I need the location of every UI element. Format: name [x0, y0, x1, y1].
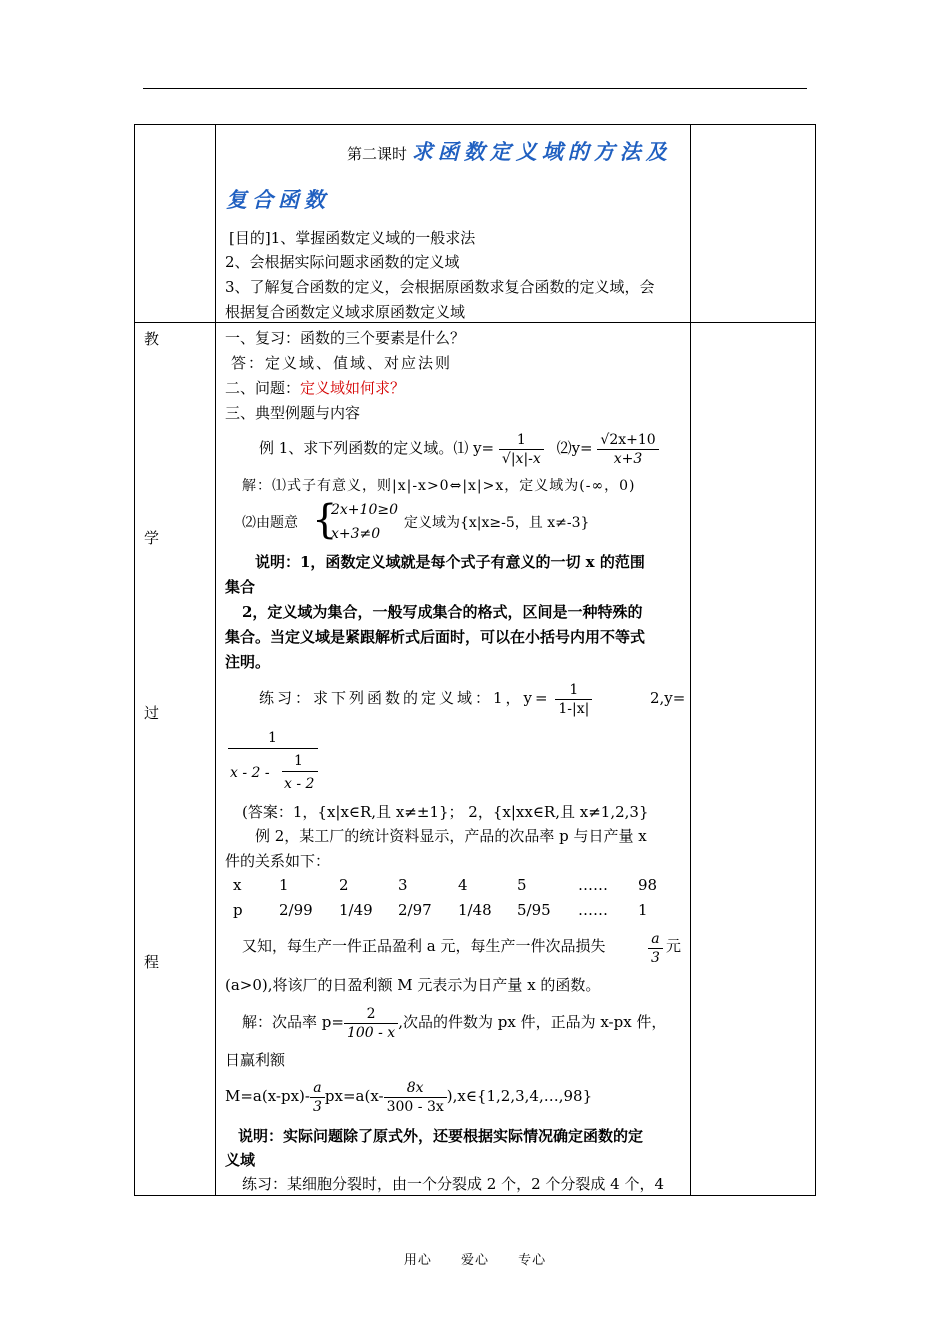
header-rule	[143, 88, 807, 89]
note-2a: 2，定义域为集合，一般写成集合的格式，区间是一种特殊的	[242, 603, 643, 621]
frac-num: a	[313, 1079, 322, 1096]
m-fraction-1	[310, 1079, 325, 1116]
side-label-jiao: 教	[144, 330, 160, 348]
review-line: 一、复习：函数的三个要素是什么？	[225, 329, 466, 347]
solution-a2-text: ,次品的件数为 px 件，正品为 x-px 件，	[398, 1013, 667, 1031]
examples-head: 三、典型例题与内容	[225, 404, 361, 422]
practice-2-inner-num: 1	[294, 753, 303, 769]
practice-2-label: 2,y=	[650, 689, 686, 707]
m-fraction-2	[384, 1079, 447, 1116]
table-cell: 2/97	[398, 901, 432, 919]
known-line-a: 又知，每生产一件正品盈利 a 元，每生产一件次品损失	[242, 937, 606, 955]
table-cell: 1/48	[458, 901, 492, 919]
table-cell: 5/95	[517, 901, 551, 919]
answer-line: 答：定义域、值域、对应法则	[231, 354, 453, 372]
side-label-guo: 过	[144, 704, 160, 722]
title-main-2: 复合函数	[226, 188, 330, 212]
footer-item: 专心	[518, 1253, 547, 1268]
practice-1-text: 练习：求下列函数的定义域：1，y=	[259, 689, 551, 707]
top-left-cell	[134, 124, 216, 323]
right-cell	[690, 322, 816, 1196]
frac-den: 100 - x	[344, 1023, 398, 1042]
lesson-title	[347, 142, 672, 164]
practice-2-inner-den: x - 2	[284, 776, 315, 792]
table-cell: ……	[578, 876, 608, 894]
table-cell: 1	[279, 876, 289, 894]
footer-item: 用心	[403, 1253, 432, 1268]
goal-line-3b: 根据复合函数定义域求原函数定义域	[225, 303, 466, 321]
solution-2-prefix: ⑵由题意	[242, 515, 298, 531]
footer	[0, 1249, 950, 1268]
frac-den: √|x|-x	[499, 449, 544, 468]
practice-2-den-a: x - 2 -	[230, 765, 270, 781]
table-cell: 5	[517, 876, 527, 894]
frac-num: a	[651, 931, 660, 947]
known-line-b: (a>0),将该厂的日盈利额 M 元表示为日产量 x 的函数。	[225, 976, 601, 994]
condition-2: x+3≠0	[331, 526, 381, 542]
question-red: 定义域如何求？	[300, 379, 406, 397]
table-cell: 4	[458, 876, 468, 894]
table-cell: 98	[638, 876, 658, 894]
goal-line-2: 2、会根据实际问题求函数的定义域	[225, 253, 460, 271]
solution-fraction	[344, 1005, 398, 1042]
example-1-fraction-2	[597, 431, 658, 468]
table-cell: p	[233, 901, 243, 919]
note-2c: 注明。	[225, 653, 271, 671]
practice-1-fraction	[555, 681, 592, 718]
table-cell: 2/99	[279, 901, 313, 919]
practice-3: 练习：某细胞分裂时，由一个分裂成 2 个，2 个分裂成 4 个，4	[242, 1175, 665, 1193]
answer-2-line: (答案：1，{x|x∈R,且 x≠±1}； 2，{x|xx∈R,且 x≠1,2,3}	[242, 803, 649, 821]
known-fraction	[648, 930, 663, 967]
m-c: ),x∈{1,2,3,4,…,98}	[446, 1087, 593, 1105]
practice-2-bar	[228, 748, 318, 749]
condition-1: 2x+10≥0	[331, 502, 398, 518]
footer-item: 爱心	[460, 1253, 489, 1268]
note-2b: 集合。当定义域是紧跟解析式后面时，可以在小括号内用不等式	[225, 628, 646, 646]
frac-den: 1-|x|	[555, 699, 592, 718]
frac-num: 1	[569, 681, 579, 698]
brace-icon: {	[312, 497, 338, 543]
practice-2-inner-bar	[282, 771, 318, 772]
example-1-fraction-1	[499, 431, 544, 468]
frac-num: 1	[516, 431, 526, 448]
table-cell: x	[233, 876, 242, 894]
example-2a: 例 2，某工厂的统计资料显示，产品的次品率 p 与日产量 x	[255, 827, 647, 845]
note-3b: 义域	[225, 1151, 256, 1169]
example-2b: 件的关系如下：	[225, 852, 331, 870]
question-line	[225, 378, 405, 398]
table-cell: 2	[339, 876, 349, 894]
solution-line-a	[242, 1002, 666, 1042]
m-formula	[225, 1076, 592, 1116]
table-cell: 1/49	[339, 901, 373, 919]
frac-num: √2x+10	[600, 431, 656, 448]
frac-den: x+3	[597, 449, 658, 468]
note-1a: 说明：1，函数定义域就是每个式子有意义的一切 x 的范围	[255, 553, 645, 571]
goal-line-1: [目的]1、掌握函数定义域的一般求法	[229, 229, 476, 247]
question-prefix: 二、问题：	[225, 379, 301, 397]
practice-1-line	[259, 678, 592, 718]
frac-num: 2	[366, 1005, 376, 1022]
goal-line-3a: 3、了解复合函数的定义，会根据原函数求复合函数的定义域，会	[225, 278, 655, 296]
table-cell: ……	[578, 901, 608, 919]
known-yuan: 元	[666, 937, 682, 955]
frac-den: 3	[648, 948, 663, 967]
frac-num: 8x	[406, 1079, 424, 1096]
m-a: M=a(x-px)-	[225, 1087, 310, 1105]
solution-2-suffix: 定义域为{x|x≥-5，且 x≠-3}	[404, 515, 590, 531]
note-1b: 集合	[225, 578, 256, 596]
example-1-line	[259, 428, 659, 468]
frac-den: 300 - 3x	[384, 1097, 447, 1116]
example-1-mid: ⑵y=	[556, 439, 593, 457]
solution-line-b: 日赢利额	[225, 1051, 286, 1069]
m-b: px=a(x-	[324, 1087, 384, 1105]
table-cell: 1	[638, 901, 648, 919]
top-right-cell	[690, 124, 816, 323]
side-label-cheng: 程	[144, 953, 160, 971]
note-3a: 说明：实际问题除了原式外，还要根据实际情况确定函数的定	[238, 1127, 644, 1145]
table-cell: 3	[398, 876, 408, 894]
solution-1: 解：⑴式子有意义，则|x|-x>0⇔|x|>x，定义域为(-∞，0)	[242, 478, 636, 494]
practice-2-num: 1	[268, 730, 277, 746]
title-prefix: 第二课时	[347, 145, 408, 163]
side-label-xue: 学	[144, 529, 160, 547]
frac-den: 3	[310, 1097, 325, 1116]
solution-a-text: 解：次品率 p=	[242, 1013, 344, 1031]
side-label-cell	[134, 322, 216, 1196]
example-1-text: 例 1、求下列函数的定义域。⑴ y=	[259, 439, 495, 457]
title-main-1: 求函数定义域的方法及	[411, 140, 672, 164]
